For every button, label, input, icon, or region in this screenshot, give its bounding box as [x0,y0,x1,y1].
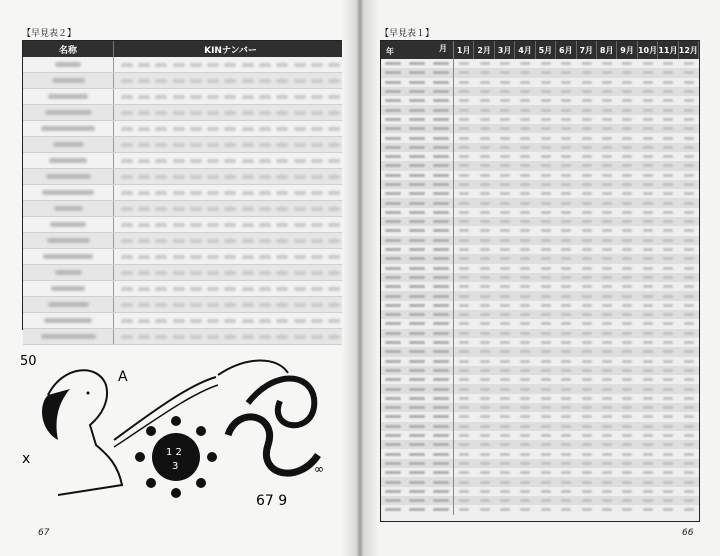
hair-icon [42,389,70,440]
table-row [381,143,699,152]
page-number-right: 66 [682,528,694,538]
table-row [381,394,699,403]
table-row [23,105,347,121]
table-row [381,124,699,133]
table-row [381,133,699,142]
header-name: 名称 [23,41,114,57]
table-body [23,57,347,345]
table-row [381,357,699,366]
table-row [381,310,699,319]
table-row [381,68,699,77]
table-row [23,201,347,217]
eye-icon [87,392,90,395]
table-row [23,217,347,233]
table-row [381,459,699,468]
table-row [381,487,699,496]
table-row [23,329,347,345]
table-row [381,496,699,505]
table-row [381,449,699,458]
table-row [23,313,347,329]
table-row [23,185,347,201]
table-header [381,41,699,59]
table-row [23,137,347,153]
table-row [381,171,699,180]
year-month-table [380,40,700,522]
table-row [381,412,699,421]
month-header: 9月 [617,41,637,59]
table-row [23,233,347,249]
table-row [381,161,699,170]
table-title: 【早見表１】 [380,29,435,39]
table-body [381,59,699,515]
month-header: 2月 [474,41,494,59]
table-header [23,41,347,57]
header-year: 年 [386,47,394,56]
kin-lookup-table [22,40,348,330]
table-row [381,198,699,207]
table-row [381,78,699,87]
table-row [381,338,699,347]
svg-text:1 2: 1 2 [166,447,182,458]
table-row [23,249,347,265]
table-row [381,236,699,245]
header-kin: KINナンバー [204,45,257,56]
table-row [381,319,699,328]
table-row [23,121,347,137]
label-n679: 67 9 [256,493,288,509]
label-x: x [22,451,31,467]
table-row [381,505,699,514]
table-row [381,329,699,338]
table-row [381,431,699,440]
table-row [23,297,347,313]
table-row [381,226,699,235]
table-row [23,89,347,105]
table-row [381,347,699,356]
table-row [381,422,699,431]
table-row [381,384,699,393]
table-title: 【早見表２】 [22,29,77,39]
table-row [23,169,347,185]
illustration [18,345,348,520]
table-row [381,273,699,282]
svg-text:3: 3 [172,461,179,472]
month-header: 4月 [515,41,535,59]
table-row [381,282,699,291]
table-row [381,264,699,273]
table-row [381,301,699,310]
table-row [381,189,699,198]
table-row [381,59,699,68]
table-row [381,468,699,477]
header-corner [381,41,454,59]
month-header: 12月 [679,41,699,59]
table-row [381,96,699,105]
month-header: 8月 [597,41,617,59]
table-row [381,152,699,161]
header-month: 月 [439,44,447,53]
table-row [381,291,699,300]
table-row [381,477,699,486]
table-row [23,73,347,89]
table-row [381,245,699,254]
table-row [23,57,347,73]
table-row [381,115,699,124]
table-row [23,153,347,169]
month-header: 7月 [577,41,597,59]
figure-outline [48,370,122,495]
book-gutter [342,0,378,556]
table-row [381,440,699,449]
table-row [381,217,699,226]
table-row [381,375,699,384]
page-number-left: 67 [38,528,50,538]
table-row [381,403,699,412]
table-row [381,180,699,189]
table-row [23,281,347,297]
table-row [381,254,699,263]
label-fifty: 50 [20,354,37,369]
label-inf: ∞ [314,462,324,476]
table-row [381,105,699,114]
table-row [381,366,699,375]
month-header: 11月 [658,41,678,59]
month-header: 1月 [454,41,474,59]
month-header: 10月 [638,41,658,59]
month-headers [454,41,699,59]
table-row [381,87,699,96]
month-header: 5月 [536,41,556,59]
label-a: A [118,369,128,385]
month-header: 6月 [556,41,576,59]
table-row [381,208,699,217]
month-header: 3月 [495,41,515,59]
table-row [23,265,347,281]
